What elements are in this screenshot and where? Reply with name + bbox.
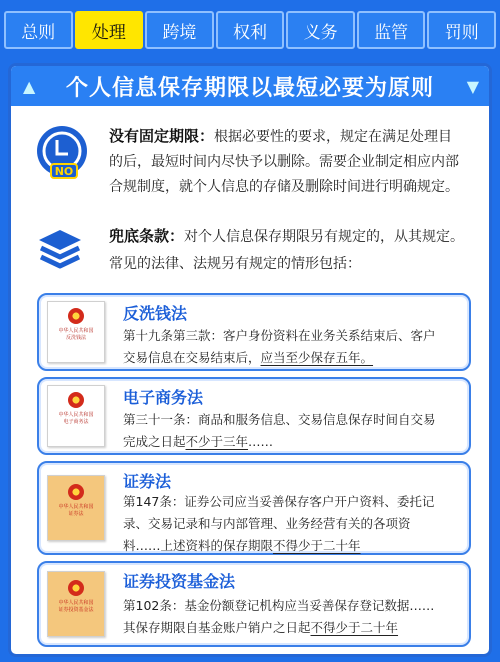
- law-desc-line2: 其保存期限自基金账户销户之日起: [123, 620, 311, 635]
- law-desc-highlight: 不得少于二十年: [310, 620, 399, 635]
- law-book-cover: [47, 385, 105, 447]
- law-desc-highlight: 不少于三年: [185, 434, 249, 449]
- law-card-anti-money-laundering: [37, 293, 471, 371]
- panel-title-bar: [11, 66, 489, 106]
- law-name: 证券投资基金法: [123, 572, 236, 591]
- law-description: [123, 595, 463, 639]
- tab-cross-border[interactable]: 跨境: [145, 11, 214, 49]
- book-title-line2: 证券法: [68, 511, 84, 517]
- book-title-line2: 电子商务法: [63, 419, 89, 425]
- triangle-up-icon: ▲: [23, 77, 36, 96]
- law-name: 反洗钱法: [123, 304, 188, 323]
- law-description: [123, 491, 463, 557]
- law-desc-line2: 录、交易记录和与内部管理、业务经营有关的各项资: [123, 516, 411, 531]
- tab-bar: [4, 11, 496, 51]
- law-name: 电子商务法: [123, 388, 204, 407]
- section2-line2: 常见的法律、法规另有规定的情形包括：: [109, 256, 361, 272]
- national-emblem-icon: [68, 484, 84, 500]
- law-name: 证券法: [123, 472, 172, 491]
- law-desc-highlight: 应当至少保存五年。: [260, 350, 374, 365]
- tab-rights[interactable]: 权利: [216, 11, 285, 49]
- tab-general[interactable]: 总则: [4, 11, 73, 49]
- law-desc-line1: 第十九条第三款：客户身份资料在业务关系结束后、客户: [123, 328, 436, 343]
- section2-text: [109, 224, 469, 250]
- law-description: [123, 409, 463, 453]
- section2-line1: 对个人信息保存期限另有规定的，从其规定。: [184, 229, 465, 245]
- section-no-fixed-period: [35, 124, 475, 214]
- law-desc-highlight: 不得少于二十年: [273, 538, 361, 553]
- book-title-line2: 反洗钱法: [65, 335, 86, 341]
- book-title-line1: 中华人民共和国: [58, 412, 94, 418]
- national-emblem-icon: [68, 580, 84, 596]
- triangle-down-icon: ▼: [466, 77, 479, 96]
- tab-penalties[interactable]: 罚则: [427, 11, 496, 49]
- law-desc-line1: 第102条：基金份额登记机构应当妥善保存登记数据……: [123, 598, 435, 613]
- law-desc-line2: 交易信息在交易结束后，: [123, 350, 261, 365]
- law-card-securities: [37, 461, 471, 555]
- section1-text: [109, 124, 469, 200]
- section1-line2: 的后，最短时间内尽快予以删除。需要企业制定相应内部: [109, 154, 459, 170]
- law-book-cover: [47, 571, 105, 637]
- section1-line1: 根据必要性的要求，规定在满足处理目: [214, 129, 453, 145]
- book-title-line1: 中华人民共和国: [58, 600, 94, 606]
- book-title-line2: 证券投资基金法: [58, 607, 94, 613]
- law-card-securities-investment-fund: [37, 561, 471, 647]
- law-book-cover: [47, 475, 105, 541]
- law-desc-line2: 完成之日起: [123, 434, 186, 449]
- section2-heading: 兜底条款：: [109, 227, 185, 245]
- law-desc-tail: ……: [248, 434, 274, 449]
- book-title-line1: 中华人民共和国: [58, 504, 94, 510]
- clock-no-icon: [35, 124, 93, 182]
- law-book-cover: [47, 301, 105, 363]
- content-panel: [8, 63, 492, 657]
- section1-line3: 合规制度，就个人信息的存储及删除时间进行明确规定。: [109, 179, 459, 195]
- law-description: [123, 325, 463, 369]
- tab-processing[interactable]: 处理: [75, 11, 144, 49]
- no-badge-text: NO: [54, 165, 74, 178]
- tab-supervision[interactable]: 监管: [357, 11, 426, 49]
- law-desc-line3: 料……上述资料的保存期限: [123, 538, 274, 553]
- law-desc-line1: 第147条：证券公司应当妥善保存客户开户资料、委托记: [123, 494, 435, 509]
- layers-icon: [35, 226, 93, 284]
- tab-obligations[interactable]: 义务: [286, 11, 355, 49]
- law-card-e-commerce: [37, 377, 471, 455]
- section1-heading: 没有固定期限：: [109, 127, 215, 145]
- panel-title: 个人信息保存期限以最短必要为原则: [65, 75, 434, 101]
- national-emblem-icon: [68, 308, 84, 324]
- law-desc-line1: 第三十一条：商品和服务信息、交易信息保存时间自交易: [123, 412, 436, 427]
- book-title-line1: 中华人民共和国: [58, 328, 94, 334]
- national-emblem-icon: [68, 392, 84, 408]
